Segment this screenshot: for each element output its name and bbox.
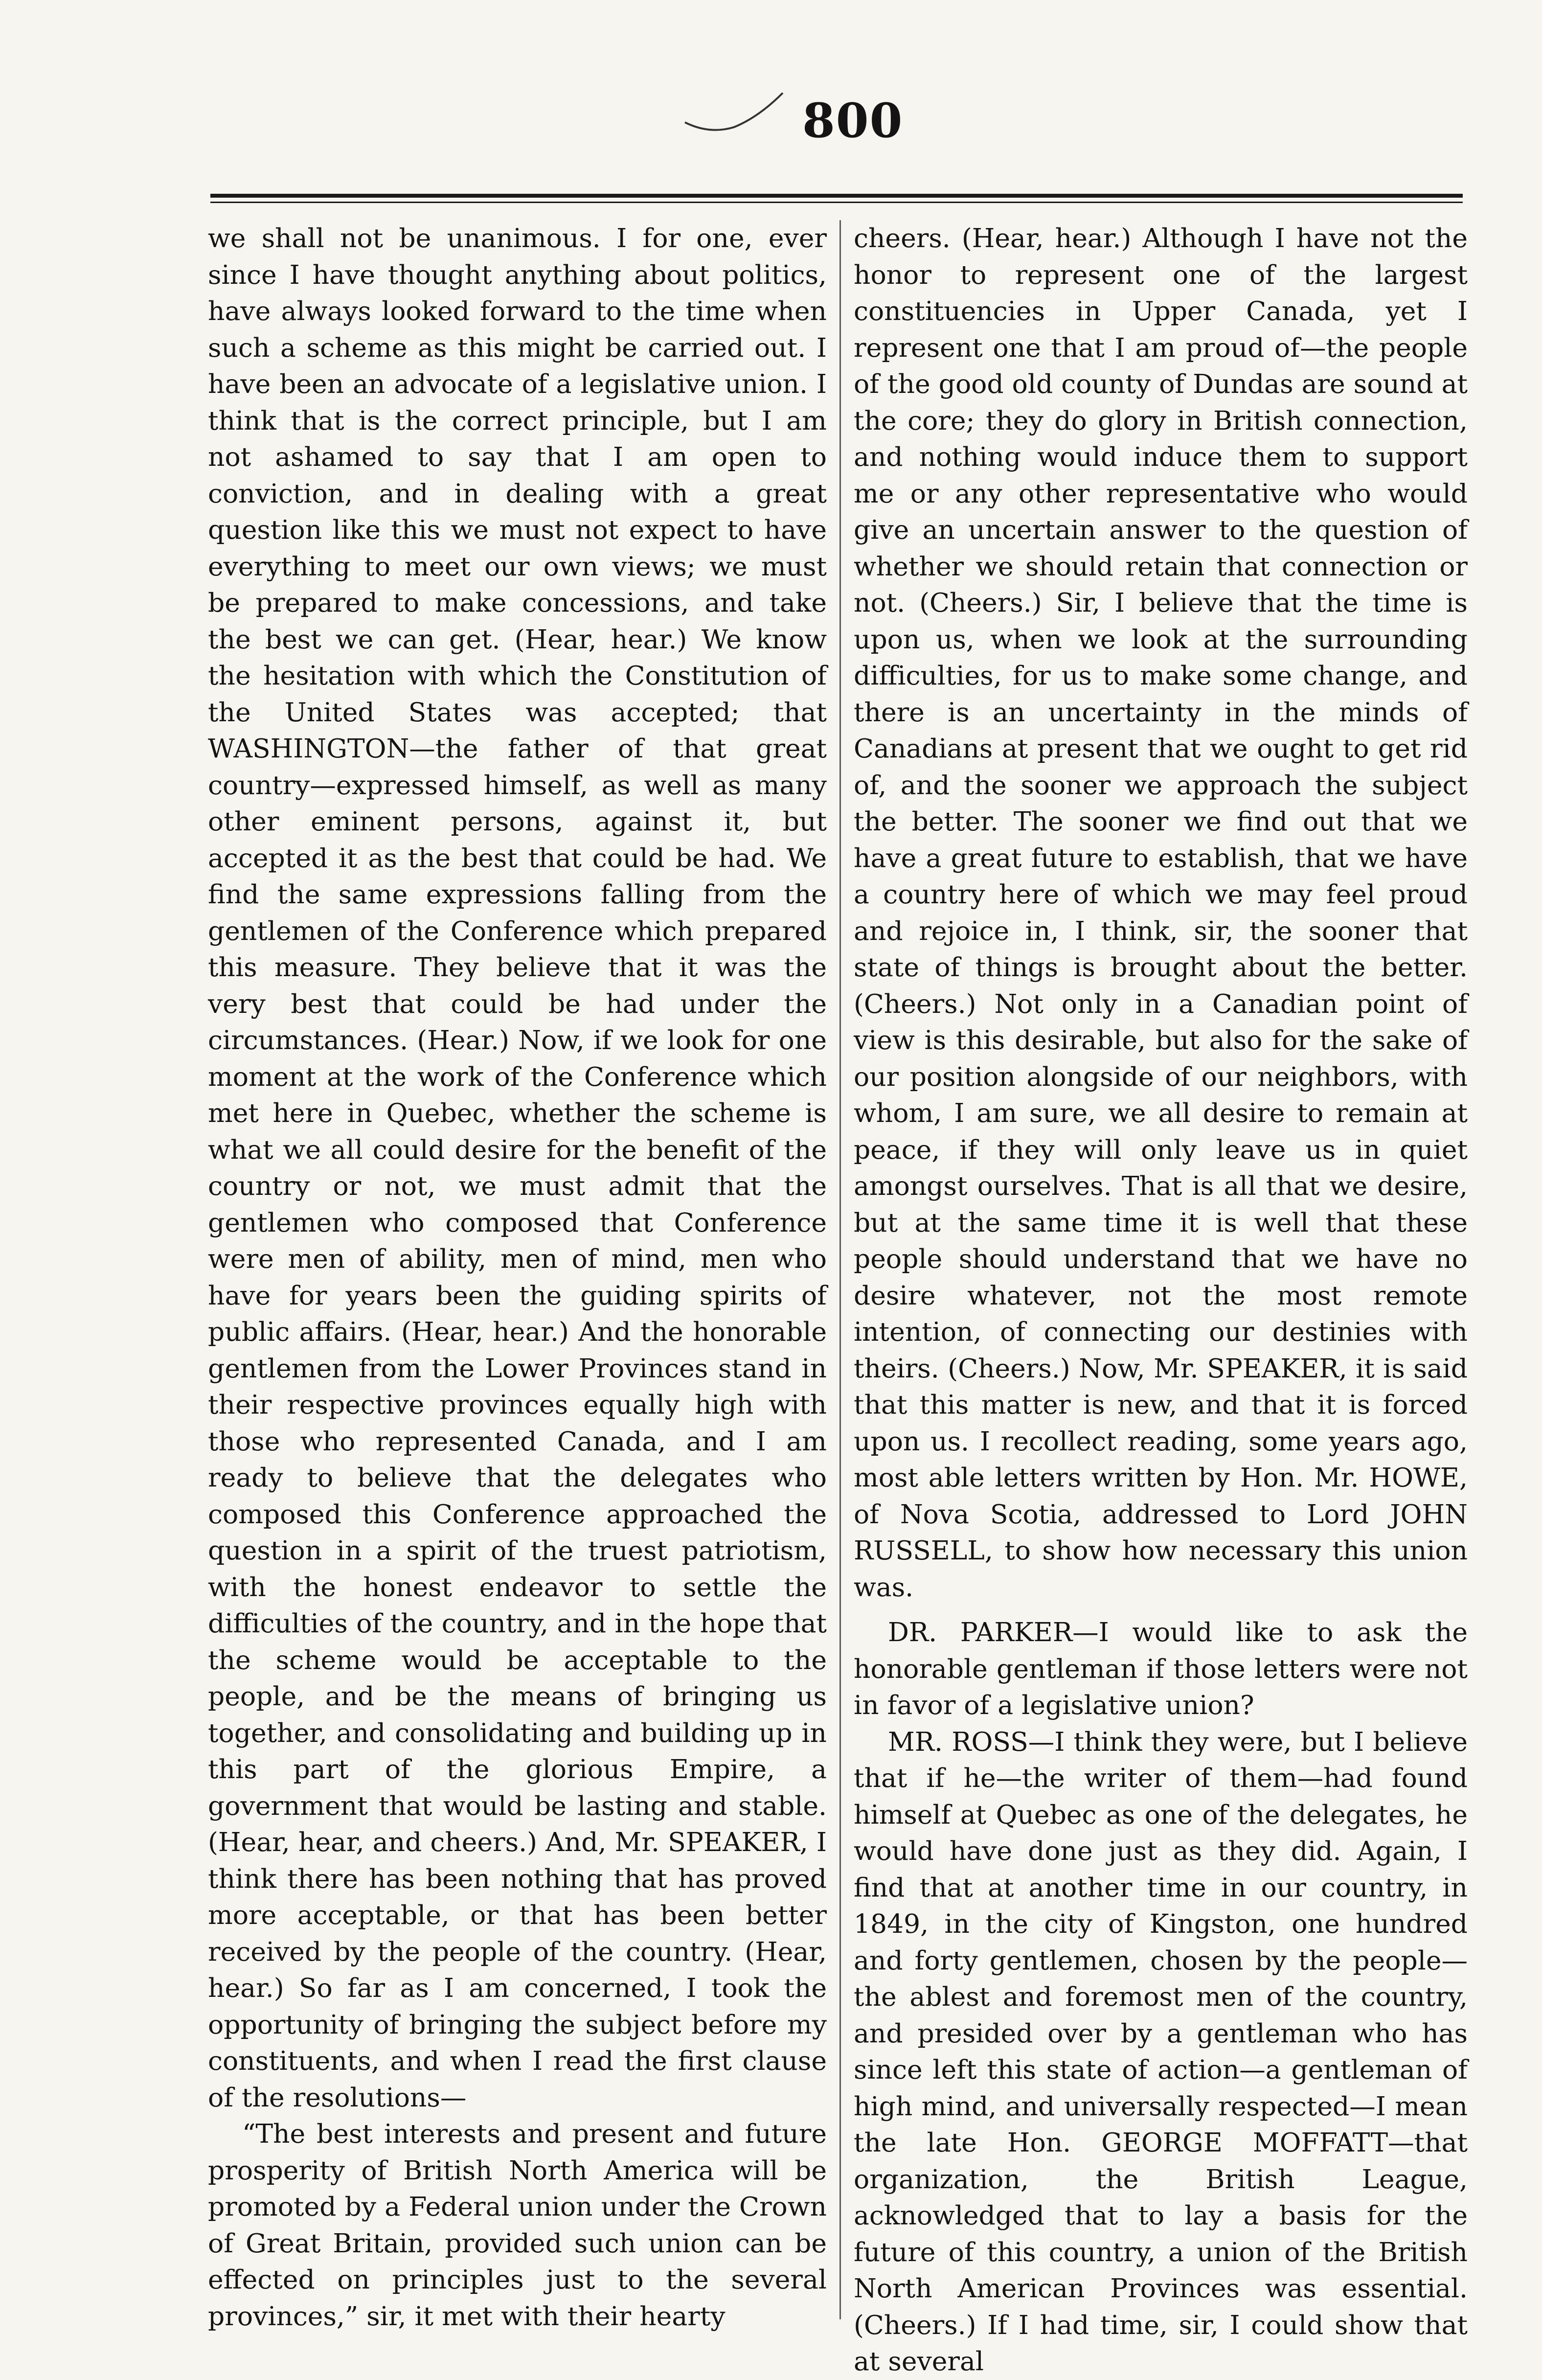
right-paragraph-parker: DR. PARKER—I would like to ask the honorable gentleman if those letters were not in favor of a legislative union? bbox=[854, 1617, 1468, 1720]
left-paragraph-1: we shall not be unanimous. I for one, ever since I have thought anything about politics, have always looked forward to the time when such a scheme as this might be carried out. I have been an advocate of a legislative union. I think that is the correct principle, but I am not ashamed to say that I am open to conviction, and in dealing with a great question like this we must not expect to have everything to meet our own views; we must be prepared to make concessions, and take the best we can get. (Hear, hear.) We know the hesitation with which the Constitution of the United States was accepted; that WASHINGTON—the father of that great country—expressed himself, as well as many other eminent persons, against it, but accepted it as the best that could be had. We find the same expressions falling from the gentlemen of the Conference which prepared this measure. They believe that it was the very best that could be had under the circumstances. (Hear.) Now, if we look for one moment at the work of the Conference which met here in Quebec, whether the scheme is what we all could desire for the benefit of the country or not, we must admit that the gentlemen who composed that Conference were men of ability, men of mind, men who have for years been the guiding spirits of public affairs. (Hear, hear.) And the honorable gentlemen from the Lower Provinces stand in their respective provinces equally high with those who represented Canada, and I am ready to believe that the delegates who composed this Conference approached the question in a spirit of the truest patriotism, with the honest endeavor to settle the difficulties of the country, and in the hope that the scheme would be acceptable to the people, and be the means of bringing us together, and consolidating and building up in this part of the glorious Empire, a government that would be lasting and stable. (Hear, hear, and cheers.) And, Mr. SPEAKER, I think there has been nothing that has proved more acceptable, or that has been better received by the people of the country. (Hear, hear.) So far as I am concerned, I took the opportunity of bringing the subject before my constituents, and when I read the first clause of the resolutions— bbox=[208, 223, 827, 2113]
header-rule-thick bbox=[210, 194, 1463, 198]
page-number: 800 bbox=[802, 93, 904, 148]
right-paragraph-1: cheers. (Hear, hear.) Although I have not the honor to represent one of the largest constituencies in Upper Canada, yet I represent one that I am proud of—the people of the good old county of Dundas are sound at the core; they do glory in British connection, and nothing would induce them to support me or any other representative who would give an uncertain answer to the question of whether we should retain that connection or not. (Cheers.) Sir, I believe that the time is upon us, when we look at the surrounding difficulties, for us to make some change, and there is an uncertainty in the minds of Canadians at present that we ought to get rid of, and the sooner we approach the subject the better. The sooner we find out that we have a great future to establish, that we have a country here of which we may feel proud and rejoice in, I think, sir, the sooner that state of things is brought about the better. (Cheers.) Not only in a Canadian point of view is this desirable, but also for the sake of our position alongside of our neighbors, with whom, I am sure, we all desire to remain at peace, if they will only leave us in quiet amongst ourselves. That is all that we desire, but at the same time it is well that these people should understand that we have no desire whatever, not the most remote intention, of connecting our destinies with theirs. (Cheers.) Now, Mr. SPEAKER, it is said that this matter is new, and that it is forced upon us. I recollect reading, some years ago, most able letters written by Hon. Mr. HOWE, of Nova Scotia, addressed to Lord JOHN RUSSELL, to show how necessary this union was. bbox=[854, 223, 1468, 1602]
right-column bbox=[854, 220, 1468, 2380]
left-quote-paragraph: “The best interests and present and future prosperity of British North America will be promoted by a Federal union under the Crown of Great Britain, provided such union can be effected on principles just to the several provinces,” sir, it met with their hearty bbox=[208, 2118, 827, 2332]
left-column bbox=[208, 220, 827, 2334]
column-divider bbox=[839, 220, 841, 2319]
right-paragraph-ross: MR. ROSS—I think they were, but I believe that if he—the writer of them—had found himself at Quebec as one of the delegates, he would have done just as they did. Again, I find that at another time in our country, in 1849, in the city of Kingston, one hundred and forty gentlemen, chosen by the people—the ablest and foremost men of the country, and presided over by a gentleman who has since left this state of action—a gentleman of high mind, and universally respected—I mean the late Hon. GEORGE MOFFATT—that organization, the British League, acknowledged that to lay a basis for the future of this country, a union of the British North American Provinces was essential. (Cheers.) If I had time, sir, I could show that at several bbox=[854, 1726, 1468, 2377]
header-rule-thin bbox=[210, 202, 1463, 203]
pencil-checkmark-mark bbox=[680, 88, 788, 142]
